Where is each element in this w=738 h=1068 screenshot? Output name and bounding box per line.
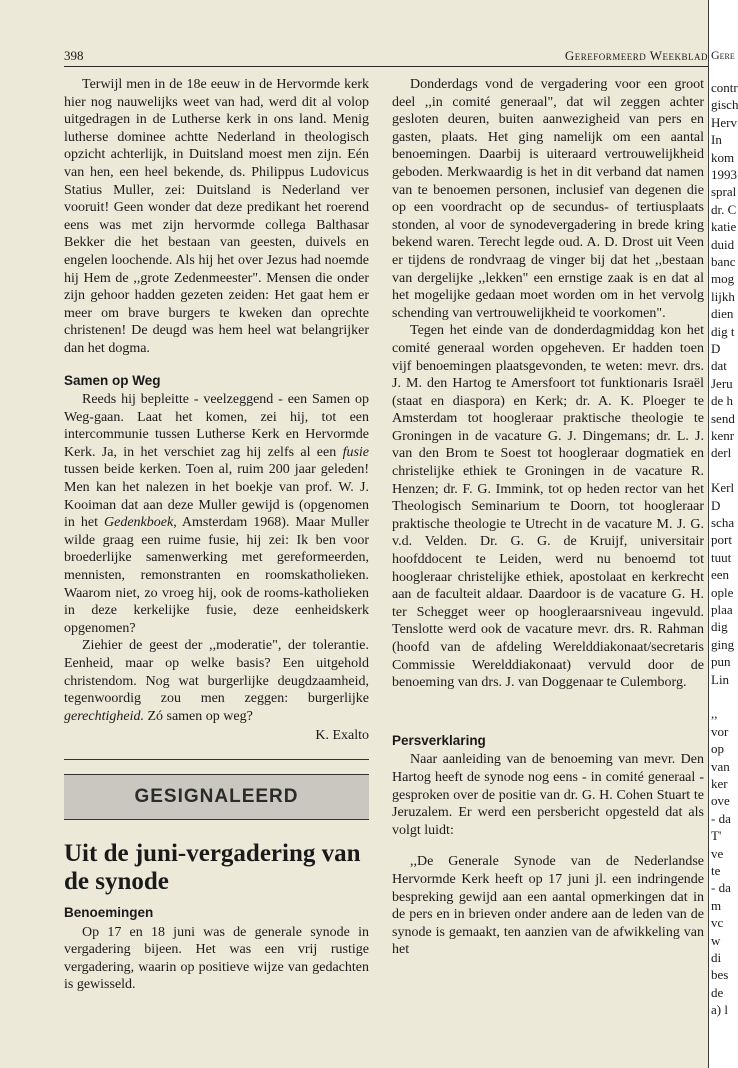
adjacent-text-fragment: a) l [711,1002,728,1018]
adjacent-text-fragment: scha [711,515,735,530]
banner-label: GESIGNALEERD [134,786,299,808]
adjacent-page-strip [708,0,738,1068]
adjacent-text-fragment: duid [711,236,735,252]
adjacent-text-fragment: In [711,132,722,148]
adjacent-text-fragment: T' [711,828,722,844]
adjacent-running-title: Gere [711,48,735,62]
adjacent-text-fragment: mog [711,271,735,287]
adjacent-text-fragment: 1993 [711,167,737,182]
adjacent-text-fragment: D [711,497,721,513]
adjacent-text-fragment: ove [711,793,730,809]
section-banner [64,774,369,820]
section-heading: Persverklaring [392,732,486,748]
adjacent-text-fragment: een [711,567,730,583]
adjacent-text-fragment: ging [711,636,735,652]
adjacent-text-fragment: tuut [711,549,732,565]
adjacent-text-fragment: dig t [711,323,735,339]
adjacent-text-fragment: dig [711,619,728,635]
paragraph: Op 17 en 18 juni was de generale synode in vergadering bijeen. Het was een vrij rustige vergadering, waarin op positieve wijze van gedachten is gewisseld. [64,924,369,993]
section-heading: Benoemingen [64,904,154,920]
page-number: 398 [64,48,84,63]
adjacent-text-fragment: ople [711,584,734,600]
adjacent-text-fragment: kenr [711,428,735,443]
adjacent-text-fragment: contr [711,80,738,95]
adjacent-text-fragment: plaa [711,602,733,617]
article-title: Uit de juni-vergadering van de synode [64,839,361,895]
adjacent-text-fragment: Lin [711,671,730,687]
adjacent-text-fragment: di [711,950,722,965]
adjacent-text-fragment: de [711,984,724,1000]
adjacent-text-fragment: spral [711,184,737,200]
paragraph: Naar aanleiding van de benoeming van mevr. Den Hartog heeft de synode nog eens - in comité generaal - gesproken over de positie van dr. G. H. Cohen Stuart te Jeruzalem. Er werd een persbericht opgesteld dat als volgt luidt: [392,752,704,838]
divider [64,759,369,760]
adjacent-text-fragment: vc [711,915,724,931]
adjacent-text-fragment: katie [711,219,737,235]
adjacent-text-fragment: banc [711,254,736,269]
paragraph: Tegen het einde van de donderdagmiddag kon het comité generaal worden opgeheven. Er hadden toen vijf benoemingen plaatsgevonden, te weten: mevr. drs. J. M. den Hartog te Amersfoort tot funktionaris Israël (staat en diaspora) en Kerk; dr. A. K. Ploeger te Amsterdam tot hoogleraar praktische theologie te Groningen in de vacature G. J. Dingemans; dr. L. J. van den Brom te Soest tot hoogleraar dogmatiek en christelijke ethiek te Groningen in de vacature R. Henzen; dr. F. G. Immink, tot op heden rector van het Theologisch Seminarium te Doorn, tot hoogleraar praktische theologie te Utrecht in de vacature M. J. G. v.d. Velden. Dr. G. G. de Kruijf, universitair hoofddocent te Leiden, werd nu benoemd tot hoogleraar christelijke ethiek, apostolaat en kerkrecht aan de faculteit aldaar. Daardoor is de vacature G. H. ter Schegget weer op hoogleraarsniveau ingevuld. Tenslotte werd ook de vacature mevr. drs. R. Rahman (hoofd van de afdeling Werelddiakonaat/secretaris Commissie Werelddiakonaat) vervuld door de benoeming van drs. J. van Doggenaar te Culemborg. [392,323,704,691]
adjacent-text-fragment: Kerl [711,480,735,496]
adjacent-text-fragment: dr. C [711,201,737,217]
adjacent-text-fragment: ,, [711,706,718,722]
paragraph: Ziehier de geest der ,,moderatie", der tolerantie. Eenheid, maar op welke basis? Een uitgehold christendom. Nog wat burgerlijke deugdzaamheid, tegenwoordig zou men zeggen: burgerlijke gerechtigheid. Zó samen op weg? [64,638,369,724]
adjacent-text-fragment: de h [711,393,734,409]
left-column [64,76,369,994]
adjacent-text-fragment: dien [711,306,734,322]
adjacent-text-fragment: w [711,932,721,948]
paragraph: Donderdags vond de vergadering voor een groot deel ,,in comité generaal", dat wil zeggen achter gesloten deuren, buiten aanwezigheid van pers en gasten, plaats. Het ging namelijk om een aantal benoemingen. Daarbij is uiteraard vertrouwelijkheid geboden. Merkwaardig is het in dit verband dat namen van te benoemen personen, inclusief van degenen die op een voordracht op de secundus- of tertiusplaats stonden, al voor de synodevergadering in brede kring bekend waren. Terecht legde oud. A. D. Drost uit Veen er tijdens de rondvraag de vinger bij dat het ,,bestaan van dergelijke ,,lekken" een ernstige zaak is en dat al het mogelijke gedaan moet worden om in het vervolg schending van vertrouwelijkheid te voorkomen". [392,77,704,321]
adjacent-text-fragment: ker [711,776,728,791]
adjacent-text-fragment: D [711,341,721,356]
paragraph: Terwijl men in de 18e eeuw in de Hervormde kerk hier nog nauwelijks weet van had, werd dit al volop uitgedragen in de Lutherse kerk in ons land. Menig lutherse dominee achtte Nederland in theologisch opzicht achterlijk, in Duitsland moest men zijn. Eén van hen, een heel bekende, ds. Philippus Ludovicus Statius Muller, zei: Duitsland is Nederland ver vooruit! Geen wonder dat deze predikant het roerend eens was met zijn hervormde collega Balthasar Bekker die het bestaan van geesten, duivels en engelen loochende. Als hij het over Jezus had noemde hij Hem de ,,grote Zedenmeester". Mensen die onder zijn gehoor hadden gezeten zeiden: Het gaat hem er meer om brave burgers te kweken dan oprechte christenen! De deugd was hem heel wat belangrijker dan het dogma. [64,77,369,356]
adjacent-text-fragment: vor [711,723,729,739]
adjacent-text-fragment: port [711,532,732,548]
adjacent-text-fragment: m [711,897,722,913]
adjacent-text-fragment: - da [711,880,731,896]
adjacent-text-fragment: ve [711,845,724,861]
section-heading: Samen op Weg [64,372,161,388]
adjacent-text-fragment: op [711,741,724,757]
adjacent-text-fragment: van [711,758,730,774]
adjacent-text-fragment: - da [711,810,731,826]
paragraph: Reeds hij bepleitte - veelzeggend - een Samen op Weg-gaan. Laat het komen, zei hij, tot een intercommunie tussen Lutherse Kerk en Hervormde Kerk. Ja, in het verschiet zag hij zelfs al een fusie tussen beide kerken. Toen al, ruim 200 jaar geleden! Men kan het nalezen in het boekje van prof. W. J. Kooiman dat aan deze Muller gewijd is (opgenomen in het Gedenkboek, Amsterdam 1968). Maar Muller wilde graag een ruime fusie, hij zei: Ik ben voor broederlijke samenwerking met gereformeerden, mennisten, remonstranten en roomskatholieken. Waarom niet, zo vroeg hij, ook de rooms-katholieken in deze kerkelijke fusie, deze eenheidskerk opgenomen? [64,392,370,636]
adjacent-text-fragment: Jeru [711,375,733,391]
adjacent-text-fragment: pun [711,654,731,670]
adjacent-text-fragment: Herv [711,114,737,130]
adjacent-text-fragment: lijkh [711,288,735,304]
paragraph: ,,De Generale Synode van de Nederlandse Hervormde Kerk heeft op 17 juni jl. een indringende bespreking gewijd aan een aantal opmerkingen dat in de pers en in brieven onder andere aan de leden van de synode is gemaakt, ten aanzien van de afwikkeling van het [392,854,704,958]
adjacent-text-fragment: gisch [711,97,738,113]
page-header [64,44,708,67]
adjacent-text-fragment: te [711,863,721,878]
right-column [392,76,704,1026]
adjacent-text-fragment: bes [711,967,729,983]
author-signature: K. Exalto [315,728,369,744]
running-title: Gereformeerd Weekblad [564,48,708,63]
adjacent-text-fragment: send [711,410,735,426]
adjacent-text-fragment: dat [711,358,727,374]
adjacent-text-fragment: kom [711,149,735,165]
adjacent-text-fragment: derl [711,445,732,461]
